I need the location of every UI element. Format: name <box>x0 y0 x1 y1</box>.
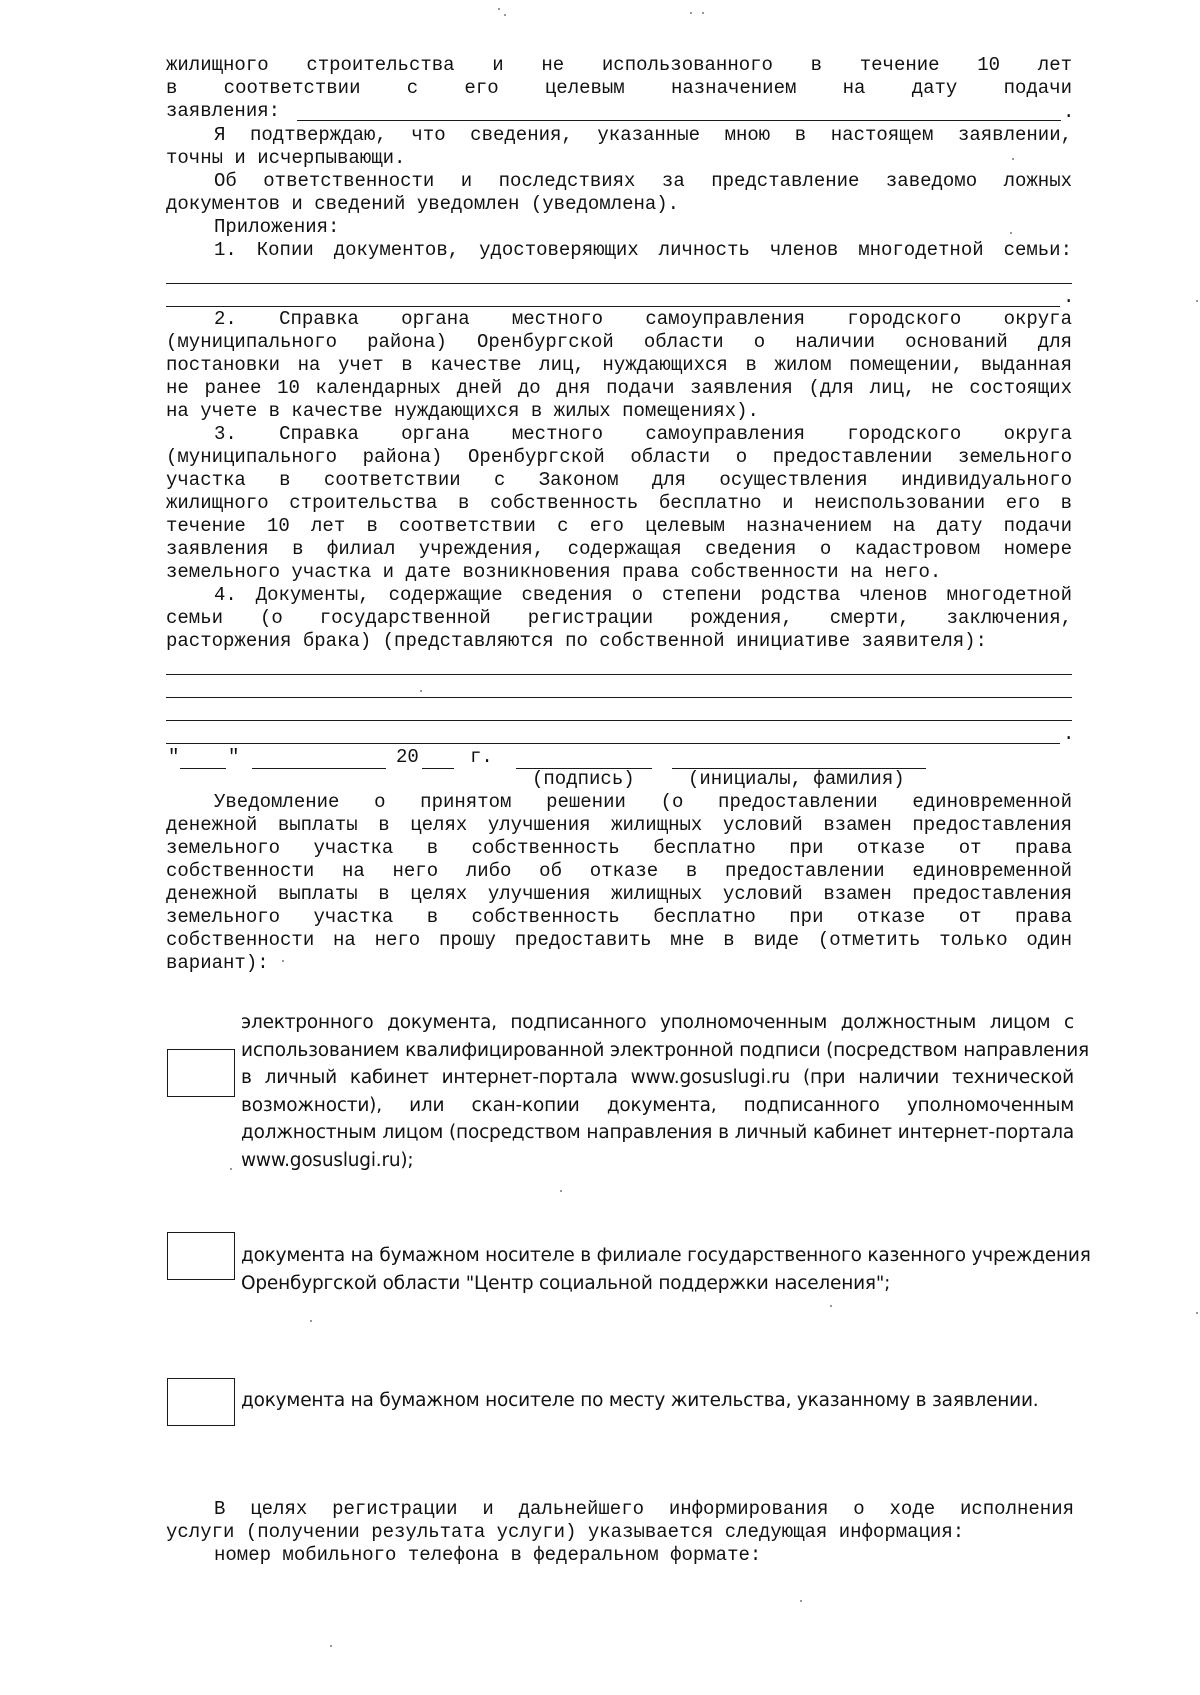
text-line: вариант): <box>166 952 269 974</box>
signature-caption: (подпись) <box>532 768 635 790</box>
scan-speck <box>1010 232 1012 234</box>
scan-speck <box>800 1600 802 1602</box>
text-line: земельного участка в собственность бесплатно при отказе от права <box>166 837 1072 859</box>
text-line: (муниципального района) Оренбургской области о предоставлении земельного <box>166 446 1072 468</box>
scan-speck <box>1012 158 1014 160</box>
fill-in-line <box>166 674 1072 675</box>
attachment-3 <box>166 423 1072 584</box>
text-line: должностным лицом (посредством направления в личный кабинет интернет-портала <box>241 1122 1074 1143</box>
scan-speck <box>504 14 506 16</box>
text-line: документа на бумажном носителе в филиале государственного казенного учреждения <box>241 1245 1091 1266</box>
scan-speck <box>498 8 500 10</box>
fill-in-line <box>166 743 1060 744</box>
text-line: денежной выплаты в целях улучшения жилищных условий взамен предоставления <box>166 883 1072 905</box>
option-paper-branch-checkbox[interactable] <box>167 1232 235 1280</box>
scan-speck <box>1196 1312 1198 1314</box>
scan-speck <box>310 1320 312 1322</box>
text-line: документов и сведений уведомлен (уведомлена). <box>166 193 680 215</box>
text-line: земельного участка и дате возникновения права собственности на него. <box>166 561 942 583</box>
confirmation-paragraph <box>166 124 1072 170</box>
text-line: www.gosuslugi.ru); <box>241 1149 414 1171</box>
text-line: расторжения брака) (представляются по собственной инициативе заявителя): <box>166 630 987 652</box>
date-quote-open: " <box>168 746 180 768</box>
date-signature-line <box>166 746 1072 770</box>
phone-label: номер мобильного телефона в федеральном формате: <box>214 1544 762 1566</box>
option-paper-residence-checkbox[interactable] <box>167 1378 235 1426</box>
text-line: 1. Копии документов, удостоверяющих личность членов многодетной семьи: <box>214 239 1072 261</box>
text-line: Об ответственности и последствиях за представление заведомо ложных <box>214 170 1072 192</box>
text-line: денежной выплаты в целях улучшения жилищных условий взамен предоставления <box>166 814 1072 836</box>
fill-in-line <box>166 283 1072 284</box>
text-line: документа на бумажном носителе по месту жительства, указанному в заявлении. <box>241 1390 1039 1411</box>
text-line: заявления в филиал учреждения, содержащая сведения о кадастровом номере <box>166 538 1072 560</box>
option-electronic-checkbox[interactable] <box>167 1049 235 1097</box>
option-paper-residence-text <box>241 1387 1074 1415</box>
scan-speck <box>1196 300 1198 302</box>
scan-speck <box>830 1305 832 1307</box>
text-line: участка в соответствии с Законом для осуществления индивидуального <box>166 469 1072 491</box>
day-blank[interactable] <box>180 768 226 769</box>
option-paper-branch-text <box>241 1242 1091 1297</box>
scan-speck <box>702 12 704 14</box>
year-blank[interactable] <box>422 768 454 769</box>
attachment-2 <box>166 308 1072 423</box>
date-quote-close: " <box>228 746 240 768</box>
text-line: жилищного строительства в собственность бесплатно и неиспользовании его в <box>166 492 1072 514</box>
text-line: услуги (получении результата услуги) указывается следующая информация: <box>166 1521 965 1543</box>
text-line: течение 10 лет в соответствии с его целевым назначением на дату подачи <box>166 515 1072 537</box>
text-line: 3. Справка органа местного самоуправления городского округа <box>214 423 1072 445</box>
text-line: (муниципального района) Оренбургской области о наличии оснований для <box>166 331 1072 353</box>
scan-speck <box>330 1645 332 1647</box>
year-suffix: г. <box>470 746 493 768</box>
text-line: собственности на него либо об отказе в предоставлении единовременной <box>166 860 1072 882</box>
liability-paragraph <box>166 170 1072 216</box>
text-line: Я подтверждаю, что сведения, указанные мною в настоящем заявлении, <box>214 124 1072 146</box>
line-end-period: . <box>1063 723 1075 745</box>
text-line: не ранее 10 календарных дней до дня подачи заявления (для лиц, не состоящих <box>166 377 1072 399</box>
scan-speck <box>690 12 692 14</box>
registration-paragraph <box>166 1498 1074 1544</box>
text-line: точны и исчерпывающи. <box>166 147 406 169</box>
text-line: постановки на учет в качестве лиц, нуждающихся в жилом помещении, выданная <box>166 354 1072 376</box>
fill-in-line <box>297 120 1061 121</box>
fill-in-line <box>166 697 1072 698</box>
name-caption: (инициалы, фамилия) <box>688 768 905 790</box>
text-line: электронного документа, подписанного уполномоченным должностным лицом с <box>241 1012 1074 1033</box>
fill-in-line <box>166 306 1060 307</box>
text-line: возможности), или скан-копии документа, подписанного уполномоченным <box>241 1094 1074 1116</box>
month-blank[interactable] <box>252 768 386 769</box>
text-line: в соответствии с его целевым назначением на дату подачи <box>166 77 1072 99</box>
text-line: В целях регистрации и дальнейшего информирования о ходе исполнения <box>214 1498 1074 1520</box>
attachment-1 <box>166 239 1072 262</box>
line-end-period: . <box>1063 101 1075 123</box>
text-line: использованием квалифицированной электронной подписи (посредством направления <box>241 1039 1089 1061</box>
text-line: 2. Справка органа местного самоуправления городского округа <box>214 308 1072 330</box>
option-electronic-text <box>241 1009 1089 1174</box>
text-line: Уведомление о принятом решении (о предоставлении единовременной <box>214 791 1072 813</box>
scan-speck <box>560 1190 562 1192</box>
text-line: в личный кабинет интернет-портала www.gosuslugi.ru (при наличии технической <box>241 1067 1074 1088</box>
text-line: на учете в качестве нуждающихся в жилых помещениях). <box>166 400 759 422</box>
text-line: собственности на него прошу предоставить мне в виде (отметить только один <box>166 929 1072 951</box>
notice-paragraph <box>166 791 1072 975</box>
text-line: заявления: <box>166 100 281 122</box>
line-end-period: . <box>1063 286 1075 308</box>
scan-speck <box>282 960 284 962</box>
carryover-paragraph <box>166 54 1075 123</box>
year-prefix: 20 <box>396 746 419 768</box>
attachment-4 <box>166 584 1072 653</box>
text-line: семьи (о государственной регистрации рождения, смерти, заключения, <box>166 607 1072 629</box>
text-line: земельного участка в собственность бесплатно при отказе от права <box>166 906 1072 928</box>
text-line: 4. Документы, содержащие сведения о степени родства членов многодетной <box>214 584 1072 606</box>
attachments-title: Приложения: <box>214 216 340 238</box>
text-line: жилищного строительства и не использованного в течение 10 лет <box>166 54 1072 76</box>
scan-speck <box>420 690 422 692</box>
text-line: Оренбургской области "Центр социальной поддержки населения"; <box>241 1272 891 1294</box>
scan-speck <box>230 1168 232 1170</box>
fill-in-line <box>166 720 1072 721</box>
